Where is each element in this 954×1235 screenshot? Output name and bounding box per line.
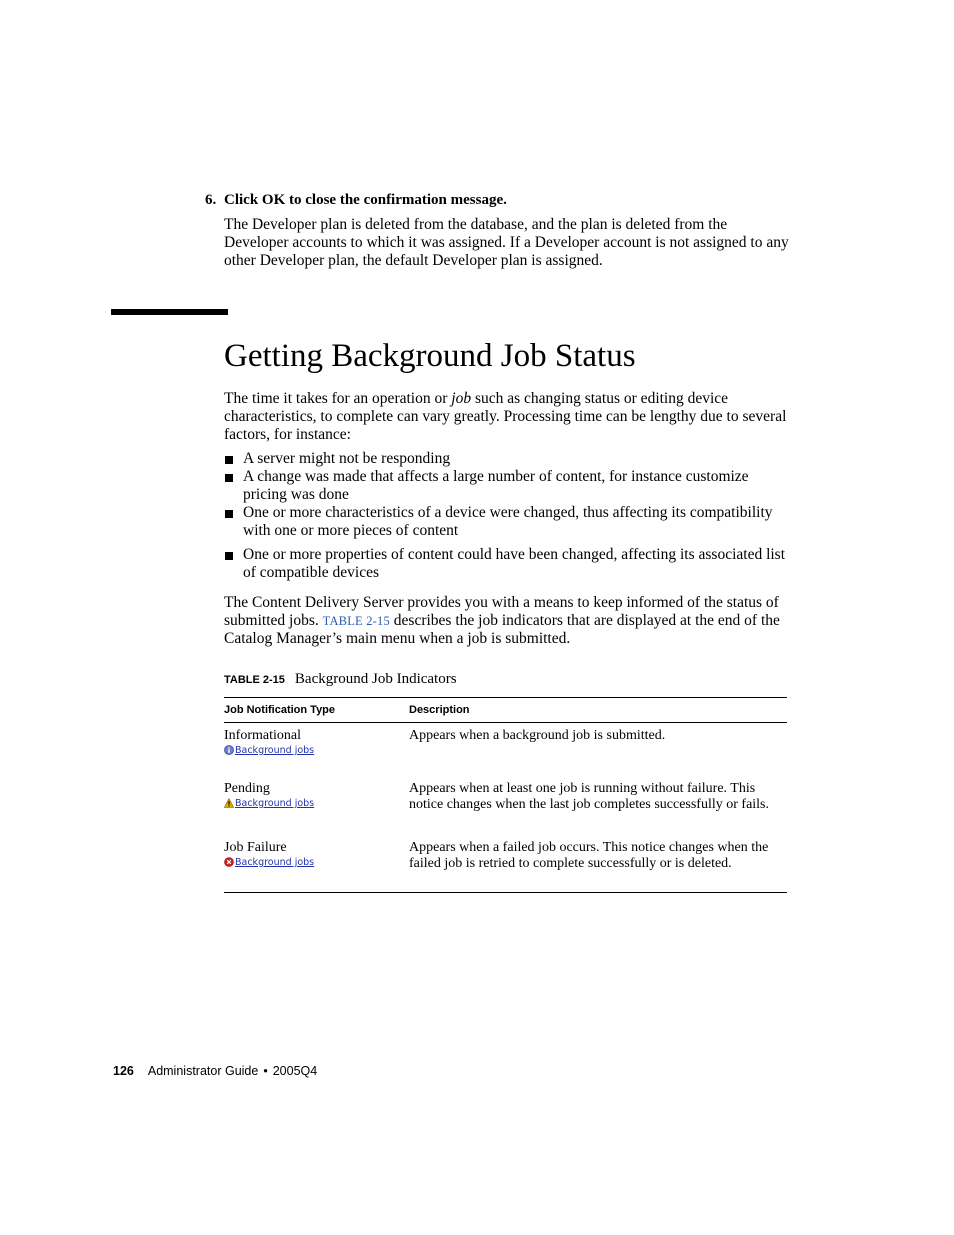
table-row-failure-type (224, 840, 314, 869)
list-item (224, 450, 794, 468)
table-reference-link[interactable]: TABLE 2-15 (322, 614, 390, 628)
table-caption (224, 670, 457, 688)
step-text: Click OK to close the confirmation message. (224, 192, 507, 208)
para2-before: The Content Delivery Server provides you with a means to keep informed of the status of submitted jobs. (224, 594, 779, 629)
table-top-rule (224, 697, 787, 698)
para2-after: describes the job indicators that are displayed at the end of the Catalog Manager’s main menu when a job is submitted. (224, 612, 780, 647)
list-item (224, 504, 794, 540)
step-body: The Developer plan is deleted from the database, and the plan is deleted from the Developer accounts to which it was assigned. If a Developer account is not assigned to any other Developer plan, the default Developer plan is assigned. (224, 216, 789, 269)
factor-list (224, 450, 794, 582)
intro-before: The time it takes for an operation or (224, 390, 452, 407)
table-row-pending-type (224, 781, 314, 810)
list-item (224, 546, 794, 582)
table-row-pending-description: Appears when at least one job is running without failure. This notice changes when the last job completes successfully or fails. (409, 781, 770, 812)
bullet-square-icon (225, 552, 233, 560)
section-heading: Getting Background Job Status (224, 338, 636, 374)
error-icon (224, 857, 234, 867)
notification-type-label: Job Failure (224, 840, 287, 855)
section-rule (111, 309, 228, 315)
notification-type-label: Pending (224, 781, 270, 796)
background-jobs-indicator-pending[interactable] (224, 798, 314, 810)
indicator-text: Background jobs (235, 798, 315, 809)
background-jobs-indicator-info[interactable] (224, 745, 314, 757)
list-item-text: One or more characteristics of a device were changed, thus affecting its compatibility with one or more pieces of content (243, 504, 773, 539)
table-header-rule (224, 722, 787, 723)
list-item-text: A server might not be responding (243, 450, 451, 467)
table-row-informational-description: Appears when a background job is submitted. (409, 728, 666, 743)
list-item-text: A change was made that affects a large number of content, for instance customize pricing was done (243, 468, 749, 503)
table-row-failure-description: Appears when a failed job occurs. This notice changes when the failed job is retried to complete successfully or is deleted. (409, 840, 769, 871)
warning-icon (224, 798, 234, 808)
column-header-type: Job Notification Type (224, 704, 336, 716)
table-label: TABLE 2-15 (224, 674, 285, 686)
page-number: 126 (113, 1064, 134, 1078)
list-item-text: One or more properties of content could have been changed, affecting its associated list of compatible devices (243, 546, 786, 581)
background-jobs-indicator-failure[interactable] (224, 857, 314, 869)
description-paragraph (224, 594, 794, 648)
doc-title: Administrator Guide (147, 1064, 259, 1078)
bullet-square-icon (225, 474, 233, 482)
info-icon (224, 745, 234, 755)
bullet-square-icon (225, 456, 233, 464)
column-header-description: Description (409, 704, 470, 716)
doc-version: 2005Q4 (272, 1064, 318, 1078)
indicator-text: Background jobs (235, 857, 315, 868)
page-footer (113, 1064, 317, 1078)
step-6 (205, 192, 785, 209)
intro-italic: job (451, 390, 472, 407)
table-bottom-rule (224, 892, 787, 893)
indicator-text: Background jobs (235, 745, 315, 756)
intro-paragraph (224, 390, 794, 444)
footer-separator: • (263, 1064, 268, 1078)
intro-after: such as changing status or editing device characteristics, to complete can vary greatly. Processing time can be lengthy due to several factors, for instance: (224, 390, 787, 443)
step-number: 6. (205, 192, 217, 208)
table-title: Background Job Indicators (294, 671, 457, 687)
list-item (224, 468, 794, 504)
table-row-informational-type (224, 728, 314, 757)
notification-type-label: Informational (224, 728, 301, 743)
bullet-square-icon (225, 510, 233, 518)
